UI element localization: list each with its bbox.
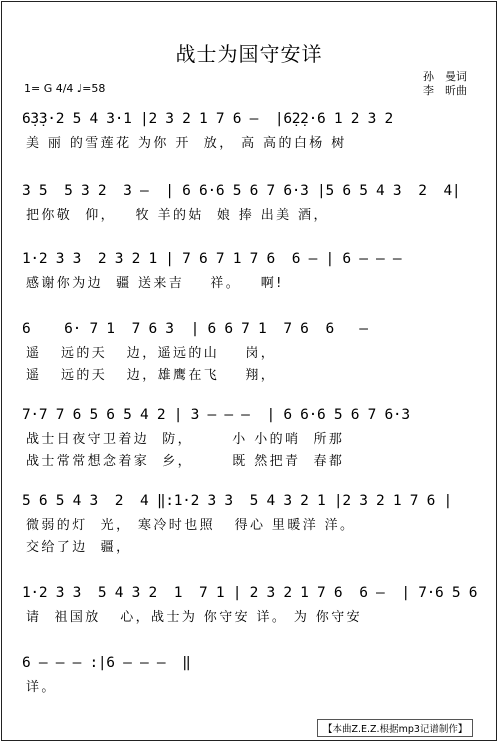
notation-line: 1·2 3 3 5 4 3 2 1 7 1 | 2 3 2 1 7 6 6 – | 7·6 5 6 [22, 585, 478, 601]
lyric-line: 请 祖国放 心，战士为 你守安 详。 为 你守安 [26, 610, 362, 625]
notation-line: 6̣3̣3·2 5 4 3·1 |2 3 2 1 7 6 – |6̣2̣2·6 1 2 3 2 [22, 111, 393, 127]
notation-line: 5 6 5 4 3 2 4 ‖:1·2 3 3 5 4 3 2 1 |2 3 2 1 7 6 | [22, 493, 452, 509]
lyric-line: 遥 远的天 边，雄鹰在飞 翔， [26, 368, 277, 383]
lyric-line: 微弱的灯 光， 寒冷时也照 得心 里暖洋 洋。 [26, 518, 356, 533]
credits-block [423, 70, 467, 98]
lyric-line: 战士日夜守卫着边 防， 小 小的哨 所那 [26, 432, 345, 447]
lyric-line: 感谢你为边 疆 送来吉 祥。 啊! [26, 276, 284, 291]
lyric-line: 美 丽 的雪莲花 为你 开 放， 高 高的白杨 树 [26, 136, 347, 151]
lyric-line: 把你敬 仰， 牧 羊的姑 娘 捧 出美 酒， [26, 208, 329, 223]
key-tempo-marking: 1= G 4/4 ♩=58 [24, 82, 106, 95]
notation-line: 6 – – – :|6 – – – ‖ [22, 655, 191, 671]
composer-credit: 李 昕曲 [423, 84, 467, 97]
notation-line: 3 5 5 3 2 3 – | 6 6·6 5 6 7 6·3 |5 6 5 4 3 2 4| [22, 183, 461, 199]
notation-line: 7·7 7 6 5 6 5 4 2 | 3 – – – | 6 6·6 5 6 7 6·3 [22, 407, 410, 423]
lyric-line: 详。 [26, 680, 57, 695]
lyricist-credit: 孙 曼词 [423, 70, 467, 83]
song-title: 战士为国守安详 [175, 42, 323, 66]
notation-line: 1·2 3 3 2 3 2 1 | 7 6 7 1 7 6 6 – | 6 – – – [22, 251, 402, 267]
notation-line: 6 6· 7 1 7 6 3 | 6 6 7 1 7 6 6 – [22, 321, 368, 337]
score-page [1, 1, 497, 741]
lyric-line: 交给了边 疆， [26, 540, 132, 555]
lyric-line: 遥 远的天 边，遥远的山 岗， [26, 346, 277, 361]
lyric-line: 战士常常想念着家 乡， 既 然把青 春都 [26, 454, 345, 469]
transcription-credit: 【本曲Z.E.Z.根据mp3记谱制作】 [317, 719, 473, 737]
